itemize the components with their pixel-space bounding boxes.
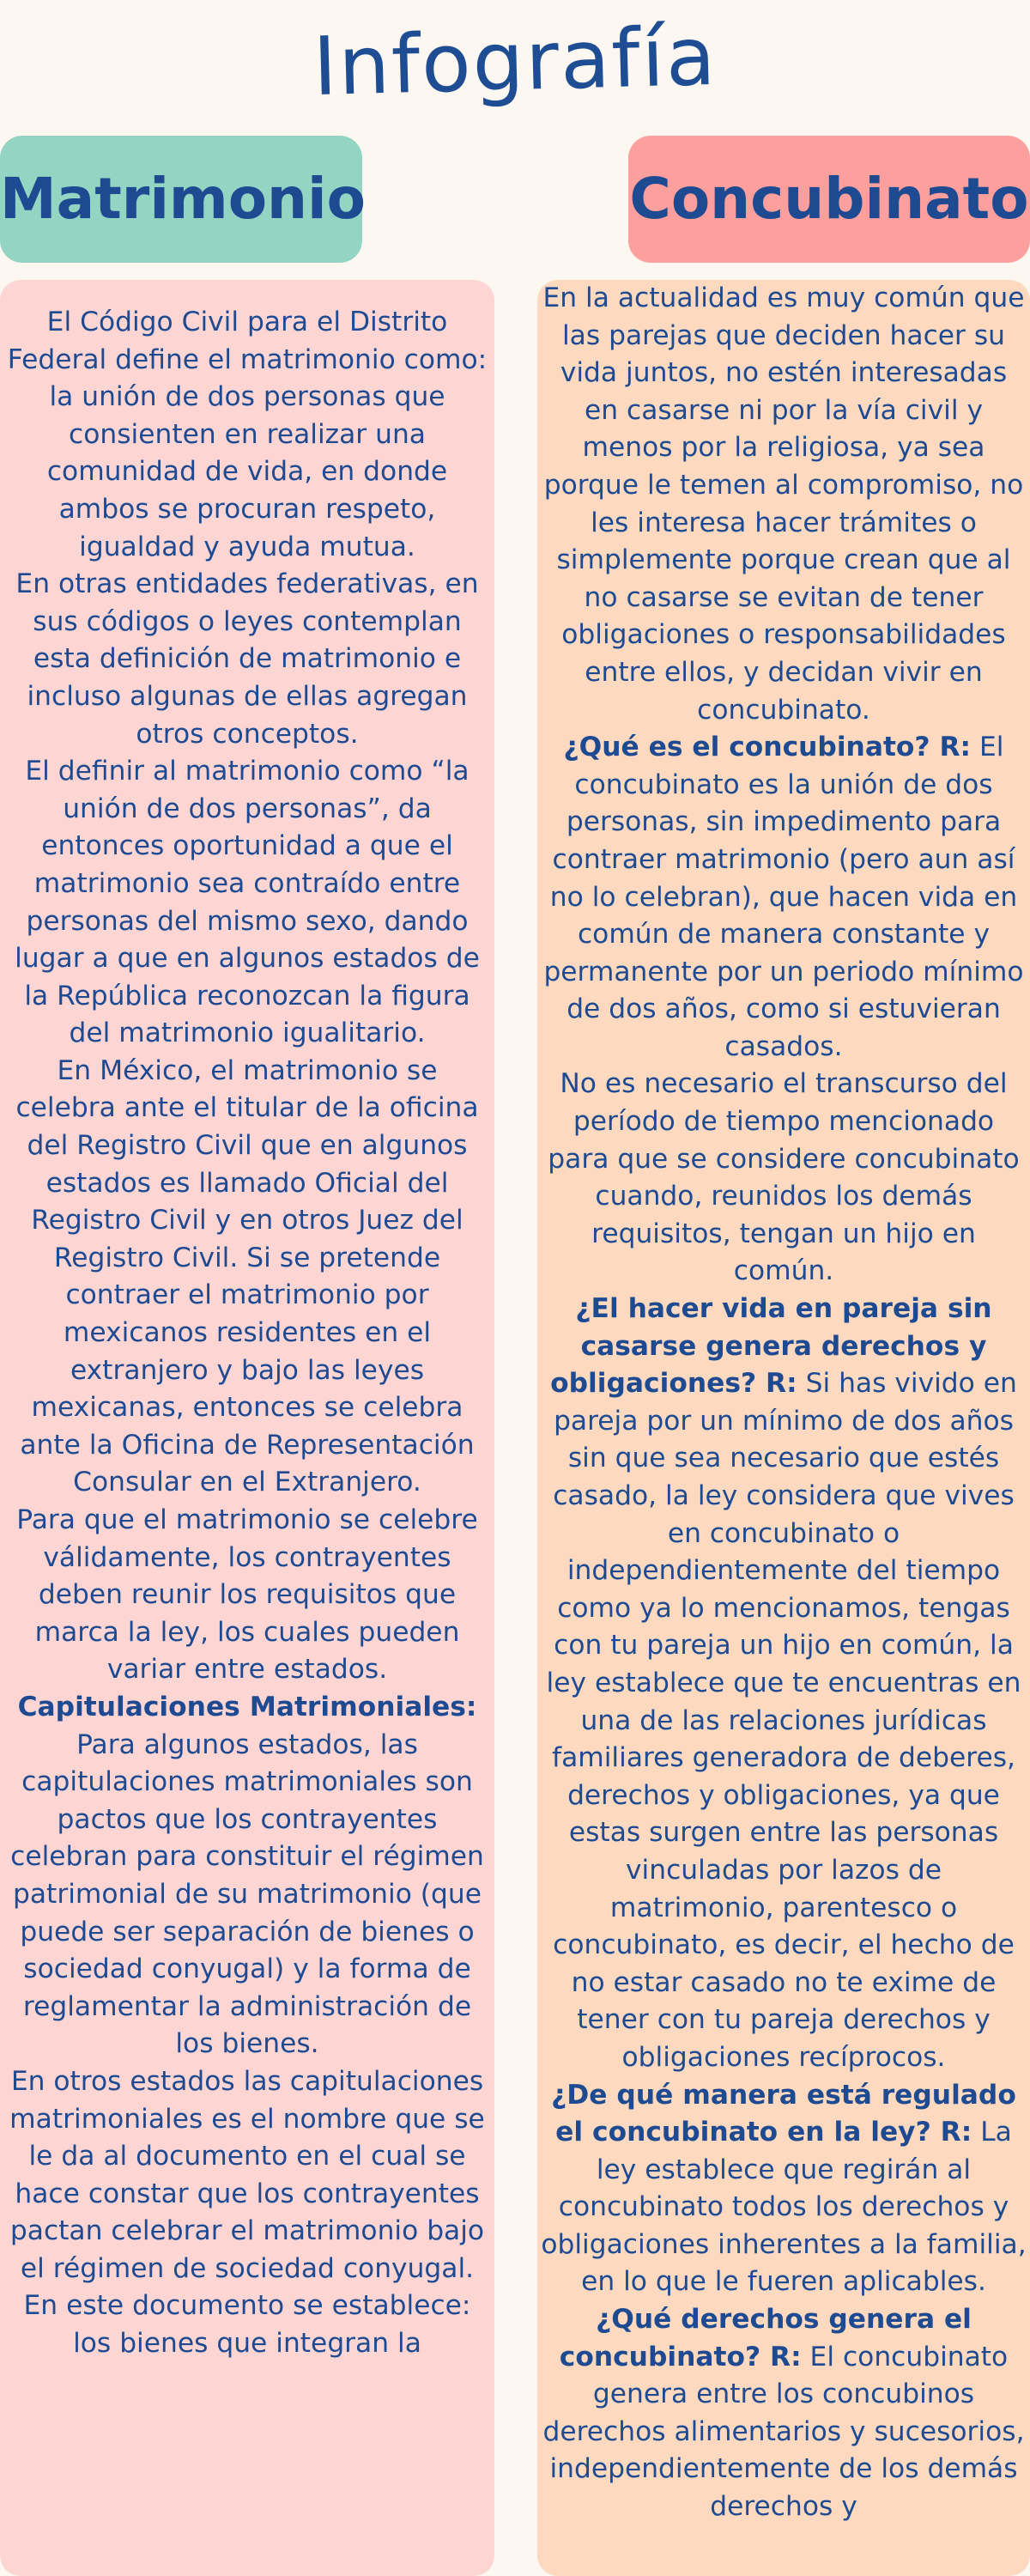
page-title: Infografía [312,9,718,115]
matrimonio-panel [0,280,494,2576]
concubinato-qa [541,2077,1027,2302]
matrimonio-paragraph: En México, el matrimonio se celebra ante el titular de la oficina del Registro Civil que en algunos estados es llamado Oficial del Registro Civil y en otros Juez del Registro Civil. Si se pretende contraer el matrimonio por mexicanos residentes en el extranjero y bajo las leyes mexicanas, entonces se celebra ante la Oficina de Representación Consular en el Extranjero. [15,1054,479,1498]
matrimonio-paragraph: Para que el matrimonio se celebre válidamente, los contrayentes deben reunir los requisitos que marca la ley, los cuales pueden variar entre estados. [16,1504,478,1686]
question: ¿Qué es el concubinato? R: [563,732,972,763]
capitulaciones-heading: Capitulaciones Matrimoniales: [17,1691,477,1722]
concubinato-heading: Concubinato [628,136,1030,263]
matrimonio-paragraph: El Código Civil para el Distrito Federal define el matrimonio como: la unión de dos personas que consienten en realizar una comunidad de vida, en donde ambos se procuran respeto, igualdad y ayuda mutua. [7,307,488,562]
answer: La ley establece que regirán al concubinato todos los derechos y obligaciones inherentes a la familia, en lo que le fueren aplicables. [541,2117,1027,2298]
answer: Si has vivido en pareja por un mínimo de dos años sin que sea necesario que estés casado, la ley considera que vives en concubinato o independientemente del tiempo como ya lo mencionamos, tengas con tu pareja un hijo en común, la ley establece que te encuentras en una de las relaciones jurídicas familiares generadora de deberes, derechos y obligaciones, ya que estas surgen entre las personas vinculadas por lazos de matrimonio, parentesco o concubinato, es decir, el hecho de no estar casado no te exime de tener con tu pareja derechos y obligaciones recíprocos. [546,1368,1021,2073]
concubinato-qa [541,2301,1027,2526]
answer: El concubinato genera entre los concubinos derechos alimentarios y sucesorios, independientemente de los demás derechos y [542,2341,1025,2523]
concubinato-paragraph: En la actualidad es muy común que las parejas que deciden hacer su vida juntos, no estén interesadas en casarse ni por la vía civil y menos por la religiosa, ya sea porque le temen al compromiso, no les interesa hacer trámites o simplemente porque crean que al no casarse se evitan de tener obligaciones o responsabilidades entre ellos, y decidan vivir en concubinato. [542,283,1025,726]
question: ¿El hacer vida en pareja sin casarse genera derechos y obligaciones? R: [550,1293,992,1400]
answer: El concubinato es la unión de dos personas, sin impedimento para contraer matrimonio (pero aun así no lo celebran), que hacen vida en común de manera constante y permanente por un periodo mínimo de dos años, como si estuvieran casados. [543,732,1024,1062]
concubinato-qa [541,729,1027,1066]
matrimonio-paragraph: En otros estados las capitulaciones matrimoniales es el nombre que se le da al documento en el cual se hace constar que los contrayentes pactan celebrar el matrimonio bajo el régimen de sociedad conyugal. En este documento se establece: los bienes que integran la [9,2065,485,2360]
concubinato-paragraph: No es necesario el transcurso del período de tiempo mencionado para que se considere concubinato cuando, reunidos los demás requisitos, tengan un hijo en común. [548,1068,1020,1287]
matrimonio-paragraph: En otras entidades federativas, en sus códigos o leyes contemplan esta definición de matrimonio e incluso algunas de ellas agregan otros conceptos. [15,568,479,750]
concubinato-qa [541,1291,1027,2076]
concubinato-panel [537,280,1030,2576]
matrimonio-paragraph: Para algunos estados, las capitulaciones matrimoniales son pactos que los contrayentes celebran para constituir el régimen patrimonial de su matrimonio (que puede ser separación de bienes o sociedad conyugal) y la forma de reglamentar la administración de los bienes. [10,1728,484,2060]
matrimonio-paragraph: El definir al matrimonio como “la unión de dos personas”, da entonces oportunidad a que el matrimonio sea contraído entre personas del mismo sexo, dando lugar a que en algunos estados de la República reconozcan la figura del matrimonio igualitario. [15,756,480,1049]
question: ¿De qué manera está regulado el concubinato en la ley? R: [551,2079,1016,2148]
question: ¿Qué derechos genera el concubinato? R: [559,2304,972,2372]
matrimonio-heading: Matrimonio [0,136,362,263]
